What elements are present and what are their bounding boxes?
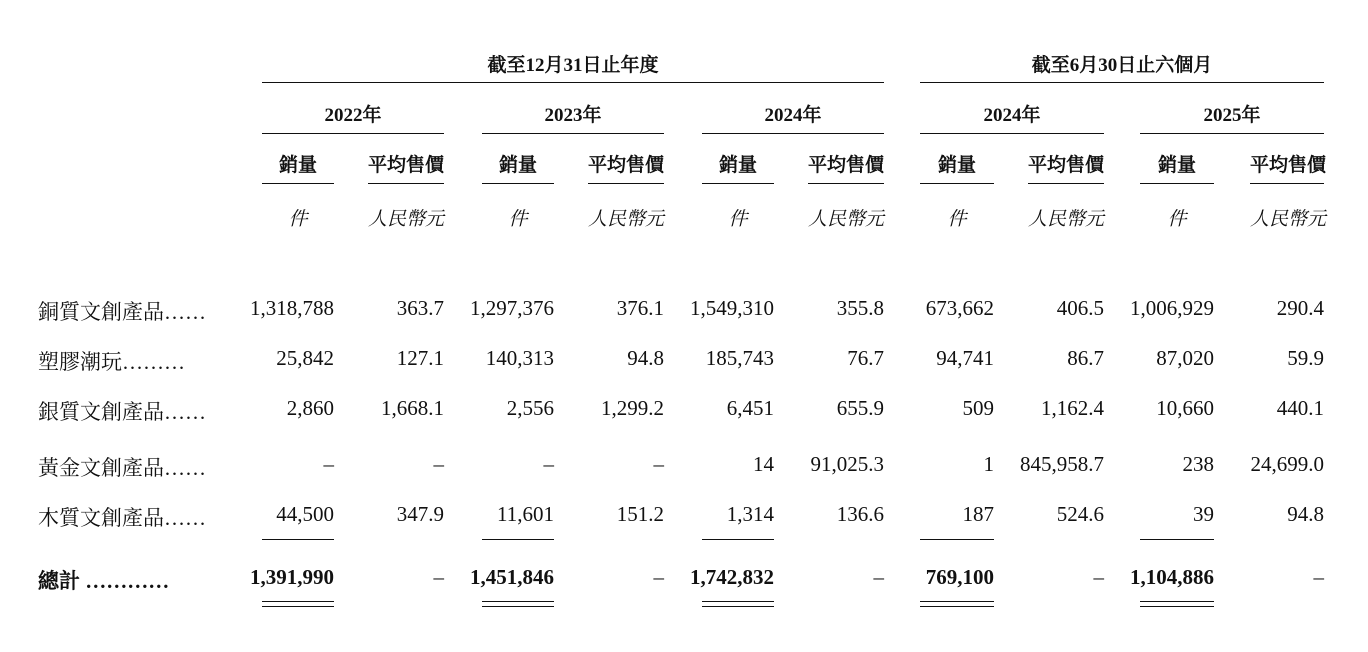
col-rule [1028,183,1104,184]
total-cell: – [1313,565,1324,589]
col-rule [1140,183,1214,184]
table-cell: 11,601 [497,502,554,526]
period-header-2024-fy: 2024年 [764,105,822,126]
unit-volume: 件 [947,209,967,230]
table-cell: 376.1 [616,296,664,320]
total-double-rule [482,606,554,607]
unit-volume: 件 [508,209,528,230]
table-cell: 94.8 [1287,502,1324,526]
col-rule [262,183,334,184]
table-cell: – [323,452,334,476]
table-cell: 59.9 [1287,346,1324,370]
col-rule [1250,183,1324,184]
group-header-six-months: 截至6月30日止六個月 [1031,55,1213,76]
period-header-2024-h1: 2024年 [983,105,1041,126]
col-rule [702,183,774,184]
col-header-volume-2024-h1: 銷量 [937,155,976,176]
subtotal-rule [262,539,334,540]
subtotal-rule [1140,539,1214,540]
table-cell: 14 [753,452,774,476]
total-cell: – [433,565,444,589]
table-cell: 1,299.2 [601,396,664,420]
table-cell: 44,500 [276,502,334,526]
unit-price: 人民幣元 [1250,209,1327,230]
table-cell: 87,020 [1156,346,1214,370]
col-header-volume-2025-h1: 銷量 [1157,155,1196,176]
total-double-rule [920,606,994,607]
col-header-price-2024-h1: 平均售價 [1028,155,1105,176]
table-cell: 673,662 [925,296,994,320]
total-cell: – [873,565,884,589]
total-cell: 1,742,832 [690,565,774,589]
col-rule [368,183,444,184]
table-cell: 406.5 [1056,296,1104,320]
table-cell: 1,162.4 [1041,396,1104,420]
table-cell: 187 [962,502,994,526]
table-cell: 509 [962,396,994,420]
table-cell: 845,958.7 [1020,452,1104,476]
table-cell: 290.4 [1276,296,1324,320]
table-cell: 24,699.0 [1250,452,1324,476]
unit-price: 人民幣元 [1028,209,1105,230]
total-double-rule [482,601,554,602]
total-double-rule [1140,606,1214,607]
row-label-copper: 銅質文創產品…… [38,300,206,324]
col-rule [588,183,664,184]
table-cell: 94,741 [936,346,994,370]
period-rule-2023 [482,133,664,134]
period-header-2022: 2022年 [324,105,382,126]
total-cell: – [653,565,664,589]
row-label-plastic-toys: 塑膠潮玩……… [38,350,185,374]
row-label-silver: 銀質文創產品…… [38,400,206,424]
row-label-wood: 木質文創產品…… [38,506,206,530]
total-cell: 769,100 [925,565,994,589]
table-cell: 25,842 [276,346,334,370]
subtotal-rule [482,539,554,540]
table-cell: 2,556 [506,396,554,420]
period-rule-2025-h1 [1140,133,1324,134]
table-cell: 127.1 [396,346,444,370]
table-cell: 185,743 [705,346,774,370]
group-rule-six-months [920,82,1324,83]
subtotal-rule [702,539,774,540]
table-cell: 10,660 [1156,396,1214,420]
total-cell: 1,451,846 [470,565,554,589]
col-header-volume-2022: 銷量 [278,155,317,176]
unit-price: 人民幣元 [368,209,445,230]
period-header-2023: 2023年 [544,105,602,126]
unit-volume: 件 [288,209,308,230]
period-rule-2024-h1 [920,133,1104,134]
col-rule [482,183,554,184]
table-cell: – [543,452,554,476]
col-rule [920,183,994,184]
table-cell: 1 [983,452,994,476]
table-cell: 524.6 [1056,502,1104,526]
total-cell: 1,391,990 [250,565,334,589]
row-label-gold: 黃金文創產品…… [38,456,206,480]
col-header-price-2023: 平均售價 [588,155,665,176]
table-cell: 94.8 [627,346,664,370]
total-double-rule [1140,601,1214,602]
group-header-year-ended: 截至12月31日止年度 [487,55,659,76]
table-cell: 151.2 [616,502,664,526]
table-cell: 1,549,310 [690,296,774,320]
table-cell: 76.7 [847,346,884,370]
period-rule-2022 [262,133,444,134]
table-cell: – [433,452,444,476]
unit-volume: 件 [728,209,748,230]
col-rule [808,183,884,184]
subtotal-rule [920,539,994,540]
total-cell: – [1093,565,1104,589]
table-cell: 363.7 [396,296,444,320]
total-cell: 1,104,886 [1130,565,1214,589]
row-label-total: 總計 ………… [38,569,170,593]
table-cell: 6,451 [726,396,774,420]
table-cell: 347.9 [396,502,444,526]
total-double-rule [262,606,334,607]
group-rule-year-ended [262,82,884,83]
table-cell: 140,313 [485,346,554,370]
col-header-price-2022: 平均售價 [368,155,445,176]
table-cell: 136.6 [836,502,884,526]
total-double-rule [920,601,994,602]
total-double-rule [702,606,774,607]
table-cell: 1,297,376 [470,296,554,320]
period-rule-2024-fy [702,133,884,134]
col-header-price-2025-h1: 平均售價 [1250,155,1327,176]
total-double-rule [702,601,774,602]
unit-price: 人民幣元 [588,209,665,230]
table-cell: 355.8 [836,296,884,320]
table-cell: 86.7 [1067,346,1104,370]
col-header-volume-2023: 銷量 [498,155,537,176]
table-cell: 1,006,929 [1130,296,1214,320]
table-cell: 1,314 [726,502,774,526]
table-cell: 440.1 [1276,396,1324,420]
table-cell: – [653,452,664,476]
table-cell: 2,860 [286,396,334,420]
table-cell: 39 [1193,502,1214,526]
total-double-rule [262,601,334,602]
col-header-volume-2024-fy: 銷量 [718,155,757,176]
unit-price: 人民幣元 [808,209,885,230]
table-cell: 91,025.3 [810,452,884,476]
unit-volume: 件 [1167,209,1187,230]
col-header-price-2024-fy: 平均售價 [808,155,885,176]
table-cell: 655.9 [836,396,884,420]
period-header-2025-h1: 2025年 [1203,105,1261,126]
table-cell: 1,318,788 [250,296,334,320]
table-cell: 238 [1182,452,1214,476]
table-cell: 1,668.1 [381,396,444,420]
